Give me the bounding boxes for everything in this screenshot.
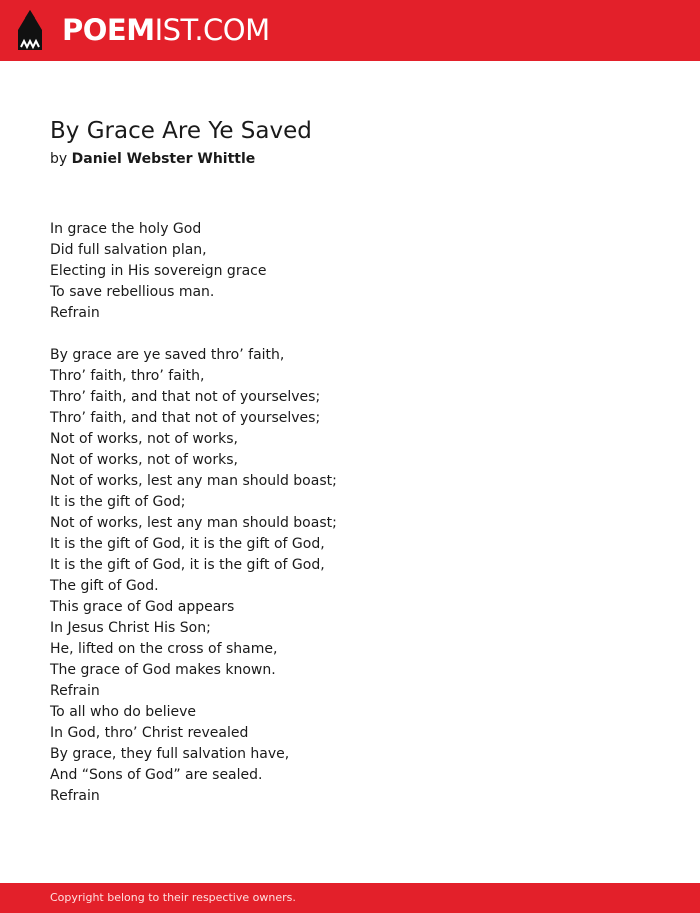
- poem-stanza: [50, 345, 650, 807]
- brand-name-light: IST.COM: [154, 13, 270, 47]
- poem-line: Electing in His sovereign grace: [50, 263, 267, 279]
- poem-line: Thro’ faith, thro’ faith,: [50, 368, 205, 384]
- poem-line: Not of works, not of works,: [50, 452, 238, 468]
- poem-line: It is the gift of God, it is the gift of God,: [50, 557, 325, 573]
- poem-title: By Grace Are Ye Saved: [50, 118, 312, 144]
- poem-line: This grace of God appears: [50, 599, 235, 615]
- poem-line: In God, thro’ Christ revealed: [50, 725, 249, 741]
- poem-line: To save rebellious man.: [50, 284, 215, 300]
- poem-line: Refrain: [50, 788, 100, 804]
- poem-line: Refrain: [50, 305, 100, 321]
- poem-line: Did full salvation plan,: [50, 242, 207, 258]
- poem-body: [50, 219, 650, 828]
- by-label: by: [50, 151, 68, 167]
- poem-line: In Jesus Christ His Son;: [50, 620, 211, 636]
- poem-line: Not of works, lest any man should boast;: [50, 515, 337, 531]
- poem-line: The grace of God makes known.: [50, 662, 276, 678]
- byline: [50, 148, 255, 170]
- poem-line: Not of works, not of works,: [50, 431, 238, 447]
- site-header: [0, 0, 700, 61]
- poem-line: The gift of God.: [50, 578, 159, 594]
- poem-line: By grace are ye saved thro’ faith,: [50, 347, 285, 363]
- poem-line: Thro’ faith, and that not of yourselves;: [50, 410, 321, 426]
- poem-line: By grace, they full salvation have,: [50, 746, 290, 762]
- poem-stanza: [50, 219, 650, 324]
- poem-line: Refrain: [50, 683, 100, 699]
- poem-line: Thro’ faith, and that not of yourselves;: [50, 389, 321, 405]
- poem-line: It is the gift of God;: [50, 494, 186, 510]
- brand-name-bold: POEM: [62, 13, 155, 47]
- poem-line: It is the gift of God, it is the gift of God,: [50, 536, 325, 552]
- copyright-notice: Copyright belong to their respective owners.: [50, 891, 296, 904]
- pencil-icon: [18, 10, 42, 50]
- site-footer: [0, 883, 700, 913]
- poem-line: In grace the holy God: [50, 221, 202, 237]
- poem-line: Not of works, lest any man should boast;: [50, 473, 337, 489]
- poem-line: And “Sons of God” are sealed.: [50, 767, 263, 783]
- author-name: Daniel Webster Whittle: [71, 151, 256, 167]
- poem-line: He, lifted on the cross of shame,: [50, 641, 278, 657]
- site-logo[interactable]: [62, 12, 270, 48]
- poem-line: To all who do believe: [50, 704, 197, 720]
